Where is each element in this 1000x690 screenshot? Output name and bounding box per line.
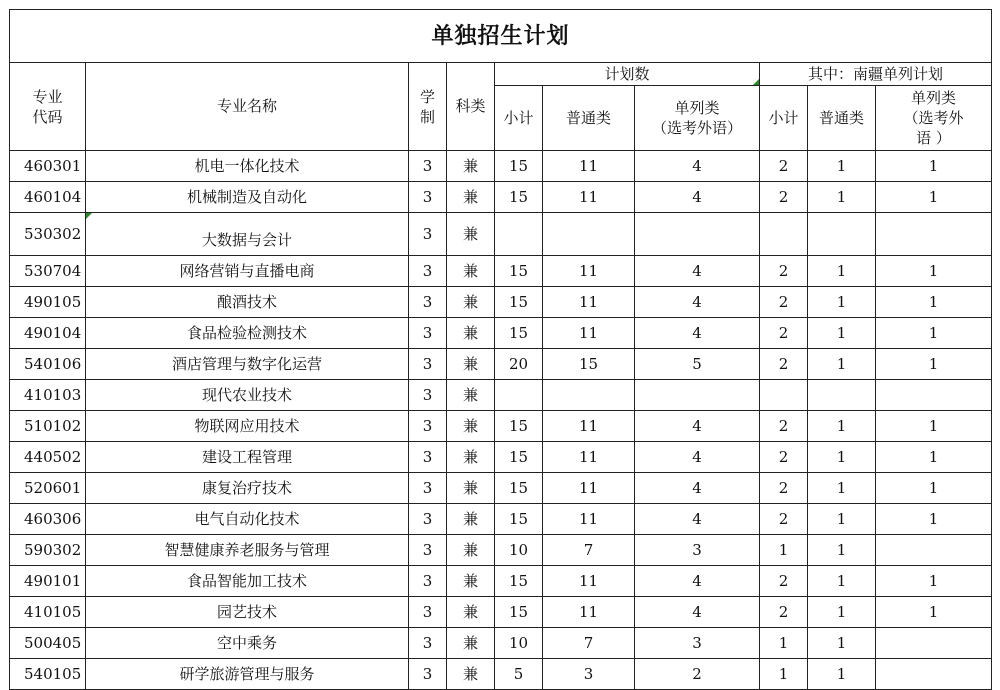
cell-south-separate: 1 <box>876 287 992 318</box>
cell-years: 3 <box>409 597 447 628</box>
header-separate-line1: 单列类 <box>674 99 720 117</box>
cell-south-general <box>808 213 876 256</box>
cell-general <box>543 380 635 411</box>
table-row <box>10 182 992 213</box>
cell-major-name: 酒店管理与数字化运营 <box>86 349 409 380</box>
cell-subtotal: 5 <box>495 659 543 690</box>
header-south-general: 普通类 <box>808 86 876 151</box>
table-row <box>10 628 992 659</box>
cell-major-code: 460301 <box>10 151 86 182</box>
cell-south-subtotal: 2 <box>760 318 808 349</box>
cell-subtotal: 20 <box>495 349 543 380</box>
cell-separate: 3 <box>635 535 760 566</box>
cell-general: 11 <box>543 182 635 213</box>
table-title: 单独招生计划 <box>10 10 992 63</box>
cell-major-name: 大数据与会计 <box>86 213 409 256</box>
cell-south-separate <box>876 659 992 690</box>
cell-major-code: 530302 <box>10 213 86 256</box>
cell-south-subtotal: 1 <box>760 628 808 659</box>
cell-subtotal: 15 <box>495 256 543 287</box>
cell-category: 兼 <box>447 318 495 349</box>
cell-major-name: 康复治疗技术 <box>86 473 409 504</box>
cell-south-general: 1 <box>808 151 876 182</box>
cell-south-general: 1 <box>808 256 876 287</box>
cell-major-code: 500405 <box>10 628 86 659</box>
cell-years: 3 <box>409 151 447 182</box>
cell-category: 兼 <box>447 628 495 659</box>
table-row <box>10 318 992 349</box>
cell-major-code: 440502 <box>10 442 86 473</box>
cell-category: 兼 <box>447 380 495 411</box>
cell-category: 兼 <box>447 151 495 182</box>
cell-category: 兼 <box>447 597 495 628</box>
cell-subtotal: 15 <box>495 411 543 442</box>
cell-south-separate: 1 <box>876 411 992 442</box>
cell-separate: 4 <box>635 442 760 473</box>
cell-separate: 2 <box>635 659 760 690</box>
cell-major-name: 网络营销与直播电商 <box>86 256 409 287</box>
table-row <box>10 213 992 256</box>
header-years-line2: 制 <box>419 107 435 126</box>
cell-separate: 5 <box>635 349 760 380</box>
cell-major-name: 空中乘务 <box>86 628 409 659</box>
cell-south-general: 1 <box>808 287 876 318</box>
cell-separate: 4 <box>635 182 760 213</box>
cell-years: 3 <box>409 349 447 380</box>
cell-category: 兼 <box>447 213 495 256</box>
cell-separate <box>635 213 760 256</box>
cell-separate: 4 <box>635 473 760 504</box>
cell-major-code: 490101 <box>10 566 86 597</box>
cell-general: 11 <box>543 473 635 504</box>
cell-major-name: 园艺技术 <box>86 597 409 628</box>
cell-south-subtotal: 2 <box>760 442 808 473</box>
cell-major-code: 460104 <box>10 182 86 213</box>
cell-south-separate: 1 <box>876 566 992 597</box>
cell-major-name: 食品检验检测技术 <box>86 318 409 349</box>
table-row <box>10 380 992 411</box>
cell-major-code: 530704 <box>10 256 86 287</box>
cell-general <box>543 213 635 256</box>
cell-south-separate <box>876 213 992 256</box>
cell-general: 11 <box>543 597 635 628</box>
cell-major-code: 490104 <box>10 318 86 349</box>
cell-south-subtotal: 2 <box>760 597 808 628</box>
cell-major-name: 机械制造及自动化 <box>86 182 409 213</box>
cell-category: 兼 <box>447 349 495 380</box>
cell-major-code: 460306 <box>10 504 86 535</box>
cell-south-separate: 1 <box>876 256 992 287</box>
table-row <box>10 287 992 318</box>
cell-major-name: 建设工程管理 <box>86 442 409 473</box>
cell-south-general: 1 <box>808 504 876 535</box>
cell-south-separate: 1 <box>876 597 992 628</box>
cell-major-name: 电气自动化技术 <box>86 504 409 535</box>
cell-category: 兼 <box>447 504 495 535</box>
cell-south-subtotal: 2 <box>760 151 808 182</box>
cell-south-separate: 1 <box>876 473 992 504</box>
cell-major-code: 540106 <box>10 349 86 380</box>
cell-years: 3 <box>409 318 447 349</box>
cell-south-separate <box>876 380 992 411</box>
cell-major-name: 酿酒技术 <box>86 287 409 318</box>
table-row <box>10 566 992 597</box>
cell-separate: 3 <box>635 628 760 659</box>
table-row <box>10 504 992 535</box>
table-row <box>10 473 992 504</box>
table-row <box>10 349 992 380</box>
cell-general: 7 <box>543 628 635 659</box>
cell-separate: 4 <box>635 287 760 318</box>
cell-south-general: 1 <box>808 182 876 213</box>
cell-south-subtotal: 1 <box>760 535 808 566</box>
cell-south-separate: 1 <box>876 182 992 213</box>
cell-subtotal: 10 <box>495 628 543 659</box>
cell-major-name: 智慧健康养老服务与管理 <box>86 535 409 566</box>
cell-general: 3 <box>543 659 635 690</box>
cell-category: 兼 <box>447 411 495 442</box>
cell-south-general: 1 <box>808 628 876 659</box>
cell-subtotal <box>495 380 543 411</box>
cell-category: 兼 <box>447 442 495 473</box>
header-south-separate <box>876 86 992 151</box>
enrollment-plan-sheet <box>9 9 991 690</box>
header-plan-group: 计划数 <box>495 63 760 86</box>
cell-separate: 4 <box>635 151 760 182</box>
table-row <box>10 442 992 473</box>
cell-years: 3 <box>409 256 447 287</box>
cell-south-general: 1 <box>808 318 876 349</box>
cell-category: 兼 <box>447 473 495 504</box>
cell-south-separate: 1 <box>876 318 992 349</box>
header-separate <box>635 86 760 151</box>
cell-south-subtotal: 2 <box>760 473 808 504</box>
header-category: 科类 <box>447 63 495 151</box>
cell-subtotal: 15 <box>495 151 543 182</box>
cell-years: 3 <box>409 535 447 566</box>
cell-category: 兼 <box>447 287 495 318</box>
header-major-code-line2: 代码 <box>32 107 63 126</box>
cell-general: 11 <box>543 318 635 349</box>
cell-subtotal: 15 <box>495 442 543 473</box>
cell-years: 3 <box>409 213 447 256</box>
cell-major-name: 现代农业技术 <box>86 380 409 411</box>
cell-years: 3 <box>409 442 447 473</box>
cell-major-code: 510102 <box>10 411 86 442</box>
cell-major-code: 410103 <box>10 380 86 411</box>
cell-major-code: 490105 <box>10 287 86 318</box>
cell-south-subtotal: 2 <box>760 287 808 318</box>
cell-years: 3 <box>409 182 447 213</box>
cell-south-separate: 1 <box>876 504 992 535</box>
cell-south-subtotal: 2 <box>760 182 808 213</box>
cell-south-separate: 1 <box>876 349 992 380</box>
cell-years: 3 <box>409 566 447 597</box>
cell-south-separate <box>876 628 992 659</box>
cell-years: 3 <box>409 628 447 659</box>
cell-years: 3 <box>409 287 447 318</box>
cell-south-general: 1 <box>808 473 876 504</box>
cell-south-subtotal <box>760 213 808 256</box>
cell-subtotal: 15 <box>495 597 543 628</box>
cell-subtotal: 15 <box>495 287 543 318</box>
cell-subtotal: 15 <box>495 473 543 504</box>
cell-general: 11 <box>543 151 635 182</box>
cell-subtotal: 15 <box>495 504 543 535</box>
cell-south-subtotal: 2 <box>760 256 808 287</box>
cell-separate: 4 <box>635 318 760 349</box>
cell-separate: 4 <box>635 256 760 287</box>
cell-subtotal: 15 <box>495 182 543 213</box>
cell-south-subtotal: 1 <box>760 659 808 690</box>
header-south-subtotal: 小计 <box>760 86 808 151</box>
cell-separate <box>635 380 760 411</box>
cell-years: 3 <box>409 380 447 411</box>
enrollment-plan-table <box>9 9 992 690</box>
header-years-line1: 学 <box>419 87 435 106</box>
cell-major-code: 540105 <box>10 659 86 690</box>
header-general: 普通类 <box>543 86 635 151</box>
header-south-group: 其中：南疆单列计划 <box>760 63 992 86</box>
cell-general: 15 <box>543 349 635 380</box>
cell-south-subtotal <box>760 380 808 411</box>
cell-category: 兼 <box>447 256 495 287</box>
cell-general: 11 <box>543 442 635 473</box>
cell-years: 3 <box>409 411 447 442</box>
header-south-separate-line3: 语 ） <box>916 129 951 147</box>
cell-major-code: 410105 <box>10 597 86 628</box>
header-major-name: 专业名称 <box>86 63 409 151</box>
cell-major-name: 物联网应用技术 <box>86 411 409 442</box>
cell-south-separate: 1 <box>876 442 992 473</box>
header-major-code-line1: 专业 <box>32 87 63 106</box>
cell-separate: 4 <box>635 411 760 442</box>
header-south-separate-line1: 单列类 <box>911 89 957 107</box>
cell-south-general: 1 <box>808 659 876 690</box>
table-row <box>10 256 992 287</box>
cell-separate: 4 <box>635 597 760 628</box>
header-major-code <box>10 63 86 151</box>
cell-subtotal: 10 <box>495 535 543 566</box>
table-row <box>10 597 992 628</box>
cell-south-subtotal: 2 <box>760 411 808 442</box>
cell-category: 兼 <box>447 659 495 690</box>
cell-major-code: 520601 <box>10 473 86 504</box>
cell-subtotal: 15 <box>495 318 543 349</box>
cell-separate: 4 <box>635 566 760 597</box>
cell-south-subtotal: 2 <box>760 504 808 535</box>
cell-south-general: 1 <box>808 597 876 628</box>
cell-general: 11 <box>543 256 635 287</box>
cell-category: 兼 <box>447 182 495 213</box>
cell-south-subtotal: 2 <box>760 349 808 380</box>
cell-south-separate <box>876 535 992 566</box>
cell-south-general: 1 <box>808 566 876 597</box>
cell-major-code: 590302 <box>10 535 86 566</box>
cell-category: 兼 <box>447 566 495 597</box>
cell-subtotal: 15 <box>495 566 543 597</box>
cell-years: 3 <box>409 473 447 504</box>
cell-general: 11 <box>543 411 635 442</box>
cell-major-name: 机电一体化技术 <box>86 151 409 182</box>
cell-south-general: 1 <box>808 349 876 380</box>
table-row <box>10 151 992 182</box>
cell-subtotal <box>495 213 543 256</box>
cell-general: 11 <box>543 566 635 597</box>
cell-years: 3 <box>409 659 447 690</box>
header-subtotal: 小计 <box>495 86 543 151</box>
header-years <box>409 63 447 151</box>
cell-general: 7 <box>543 535 635 566</box>
cell-south-general: 1 <box>808 442 876 473</box>
cell-separate: 4 <box>635 504 760 535</box>
table-row <box>10 535 992 566</box>
cell-south-subtotal: 2 <box>760 566 808 597</box>
cell-major-name: 研学旅游管理与服务 <box>86 659 409 690</box>
cell-general: 11 <box>543 287 635 318</box>
cell-years: 3 <box>409 504 447 535</box>
cell-major-name: 食品智能加工技术 <box>86 566 409 597</box>
cell-south-general <box>808 380 876 411</box>
cell-category: 兼 <box>447 535 495 566</box>
table-row <box>10 659 992 690</box>
cell-south-separate: 1 <box>876 151 992 182</box>
header-separate-line2: （选考外语） <box>651 119 742 137</box>
table-row <box>10 411 992 442</box>
cell-general: 11 <box>543 504 635 535</box>
header-south-separate-line2: （选考外 <box>903 109 964 127</box>
cell-south-general: 1 <box>808 535 876 566</box>
cell-south-general: 1 <box>808 411 876 442</box>
